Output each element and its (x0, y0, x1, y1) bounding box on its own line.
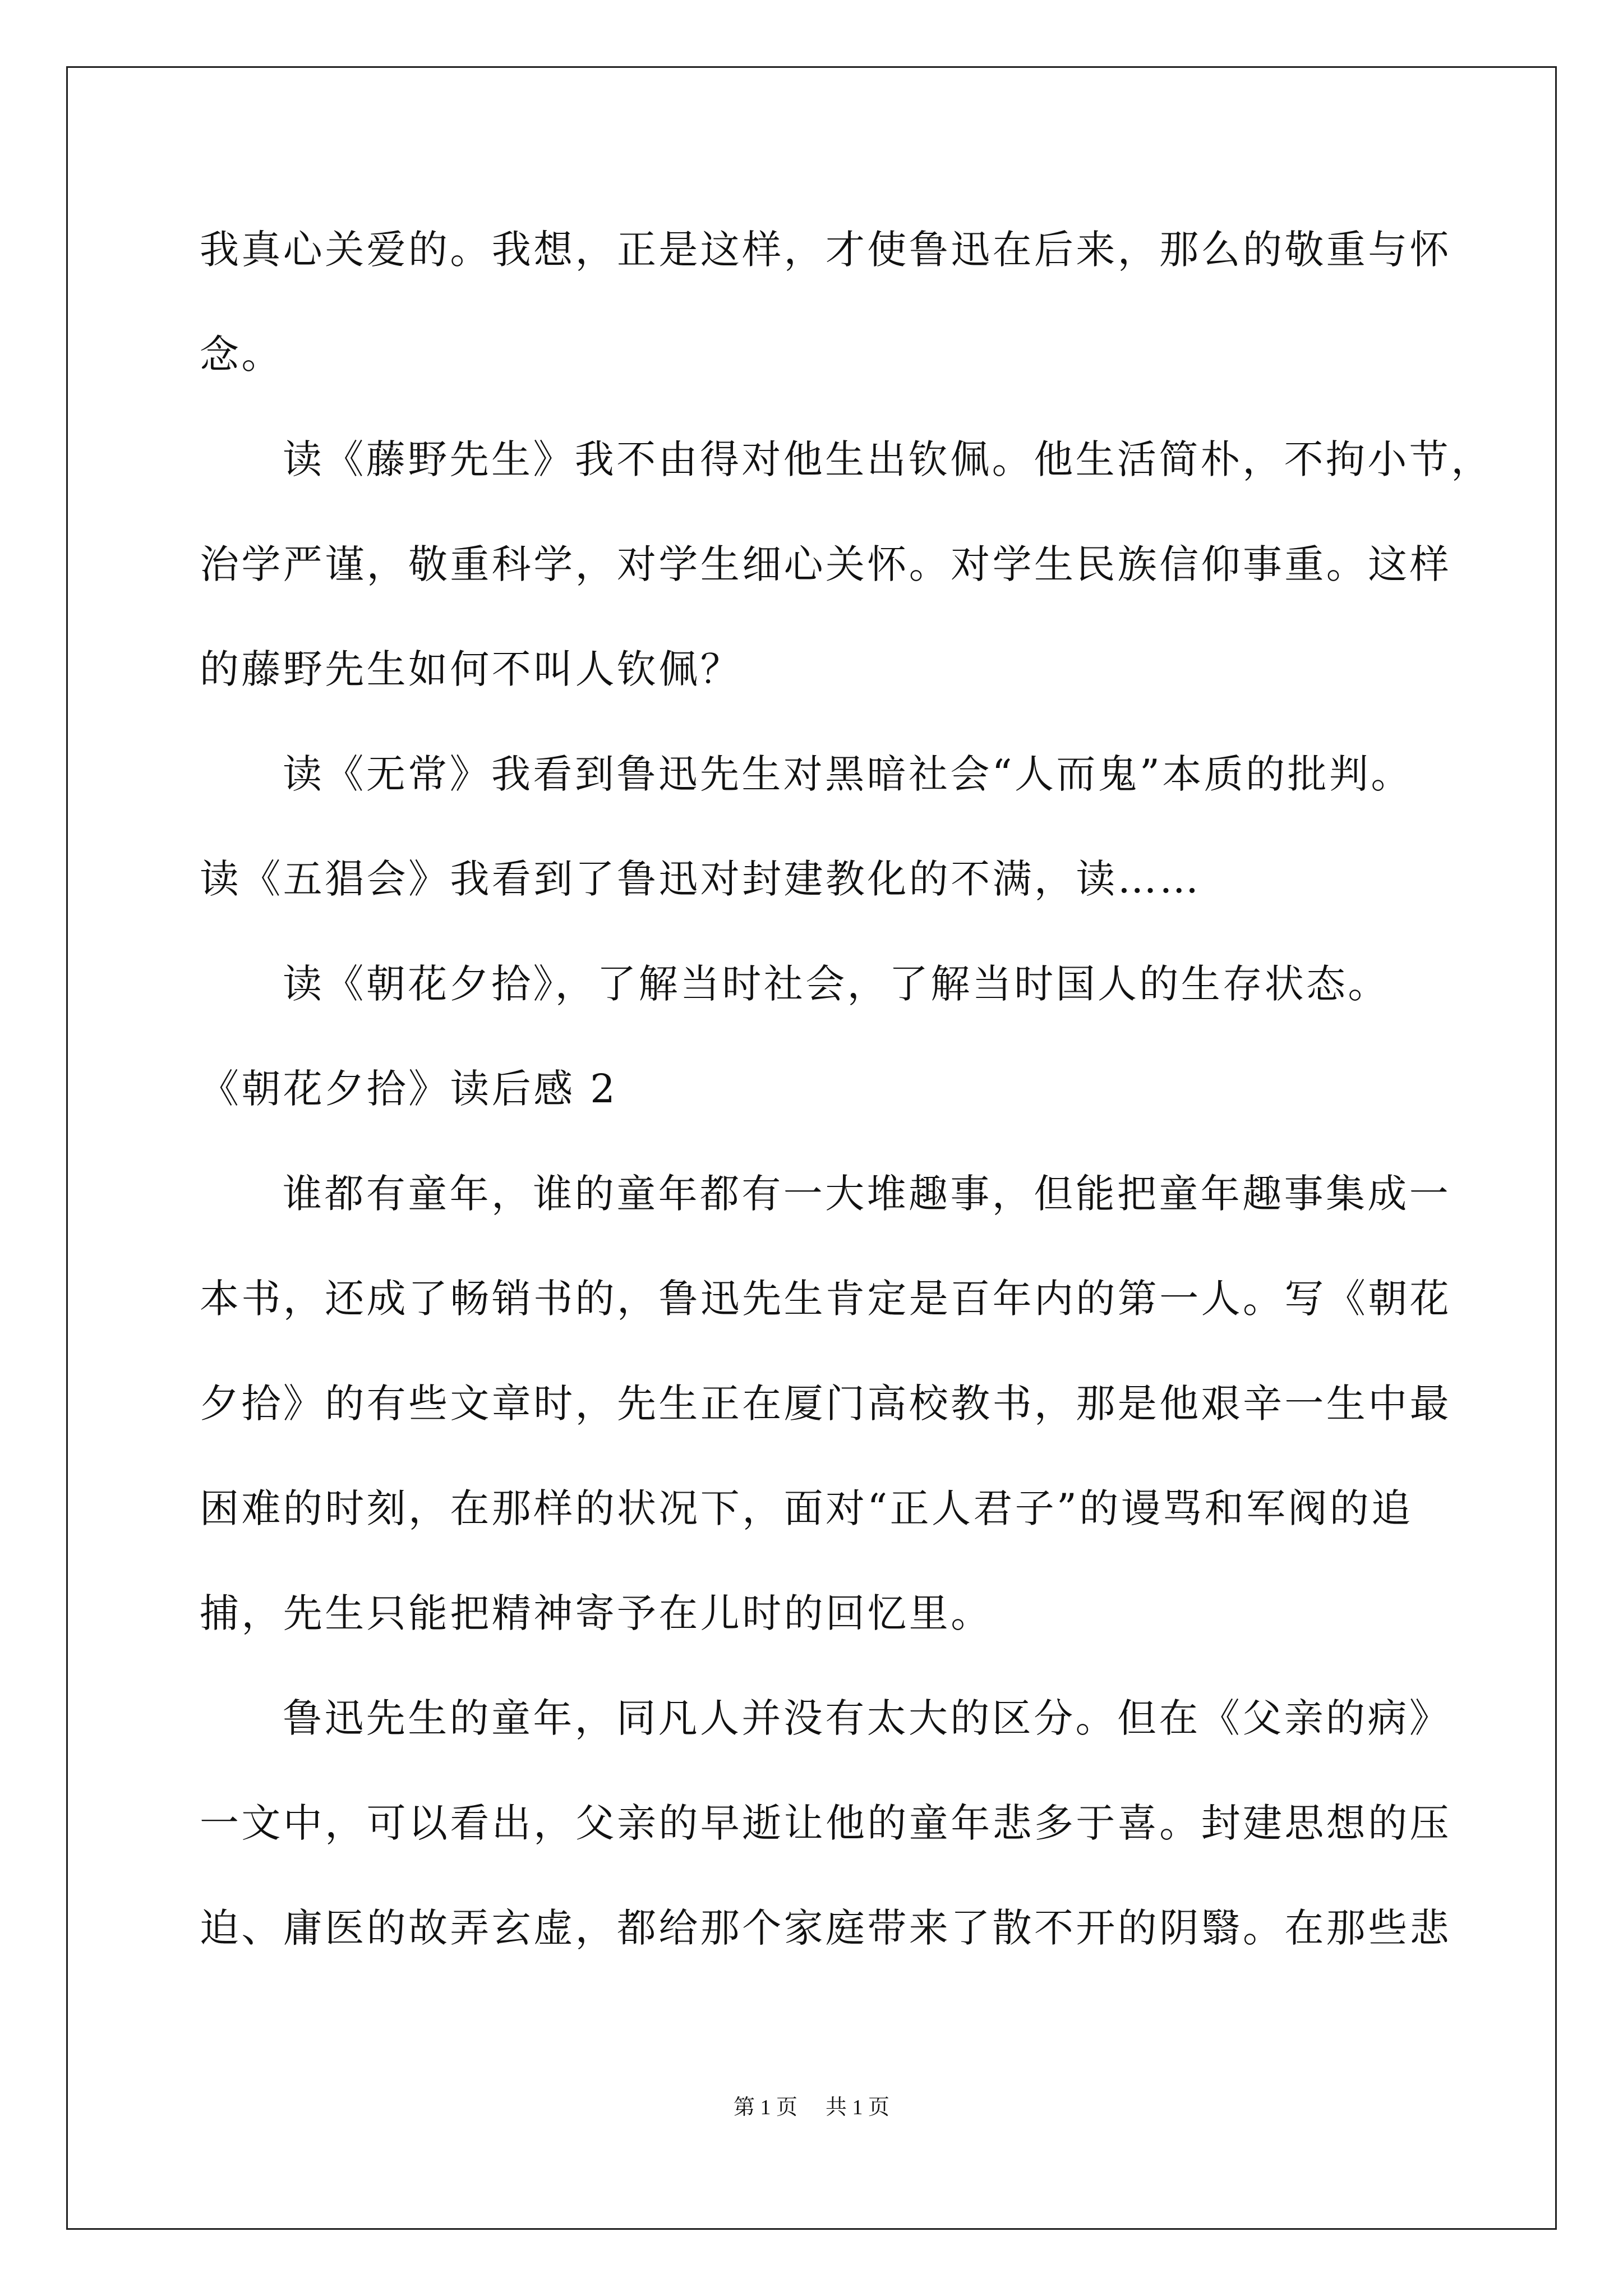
text-line: 读《朝花夕拾》，了解当时社会，了解当时国人的生存状态。 (283, 961, 1390, 1007)
text-line: 一文中，可以看出，父亲的早逝让他的童年悲多于喜。封建思想的压 (200, 1800, 1451, 1846)
text-line: 念。 (200, 332, 283, 378)
text-line: 读《五猖会》我看到了鲁迅对封建教化的不满，读…… (200, 856, 1201, 902)
page-footer (0, 2093, 1623, 2122)
text-line: 读《无常》我看到鲁迅先生对黑暗社会“人而鬼”本质的批判。 (283, 751, 1413, 797)
text-line: 捕，先生只能把精神寄予在儿时的回忆里。 (200, 1590, 993, 1636)
text-line: 困难的时刻，在那样的状况下，面对“正人君子”的谩骂和军阀的追 (200, 1485, 1413, 1531)
text-line: 我真心关爱的。我想，正是这样，才使鲁迅在后来，那么的敬重与怀 (200, 227, 1451, 273)
section-heading: 《朝花夕拾》读后感 2 (200, 1066, 618, 1112)
text-line: 迫、庸医的故弄玄虚，都给那个家庭带来了散不开的阴翳。在那些悲 (200, 1905, 1451, 1951)
text-line: 治学严谨，敬重科学，对学生细心关怀。对学生民族信仰事重。这样 (200, 541, 1451, 587)
text-line: 读《藤野先生》我不由得对他生出钦佩。他生活简朴，不拘小节， (283, 436, 1493, 482)
page-number: 第 1 页 (733, 2096, 797, 2119)
text-line: 的藤野先生如何不叫人钦佩？ (200, 646, 743, 692)
text-line: 谁都有童年，谁的童年都有一大堆趣事，但能把童年趣事集成一 (283, 1171, 1451, 1217)
text-line: 本书，还成了畅销书的，鲁迅先生肯定是百年内的第一人。写《朝花 (200, 1276, 1451, 1322)
text-line: 鲁迅先生的童年，同凡人并没有太大的区分。但在《父亲的病》 (283, 1695, 1451, 1741)
text-line: 夕拾》的有些文章时，先生正在厦门高校教书，那是他艰辛一生中最 (200, 1381, 1451, 1427)
page-total: 共 1 页 (826, 2096, 890, 2119)
